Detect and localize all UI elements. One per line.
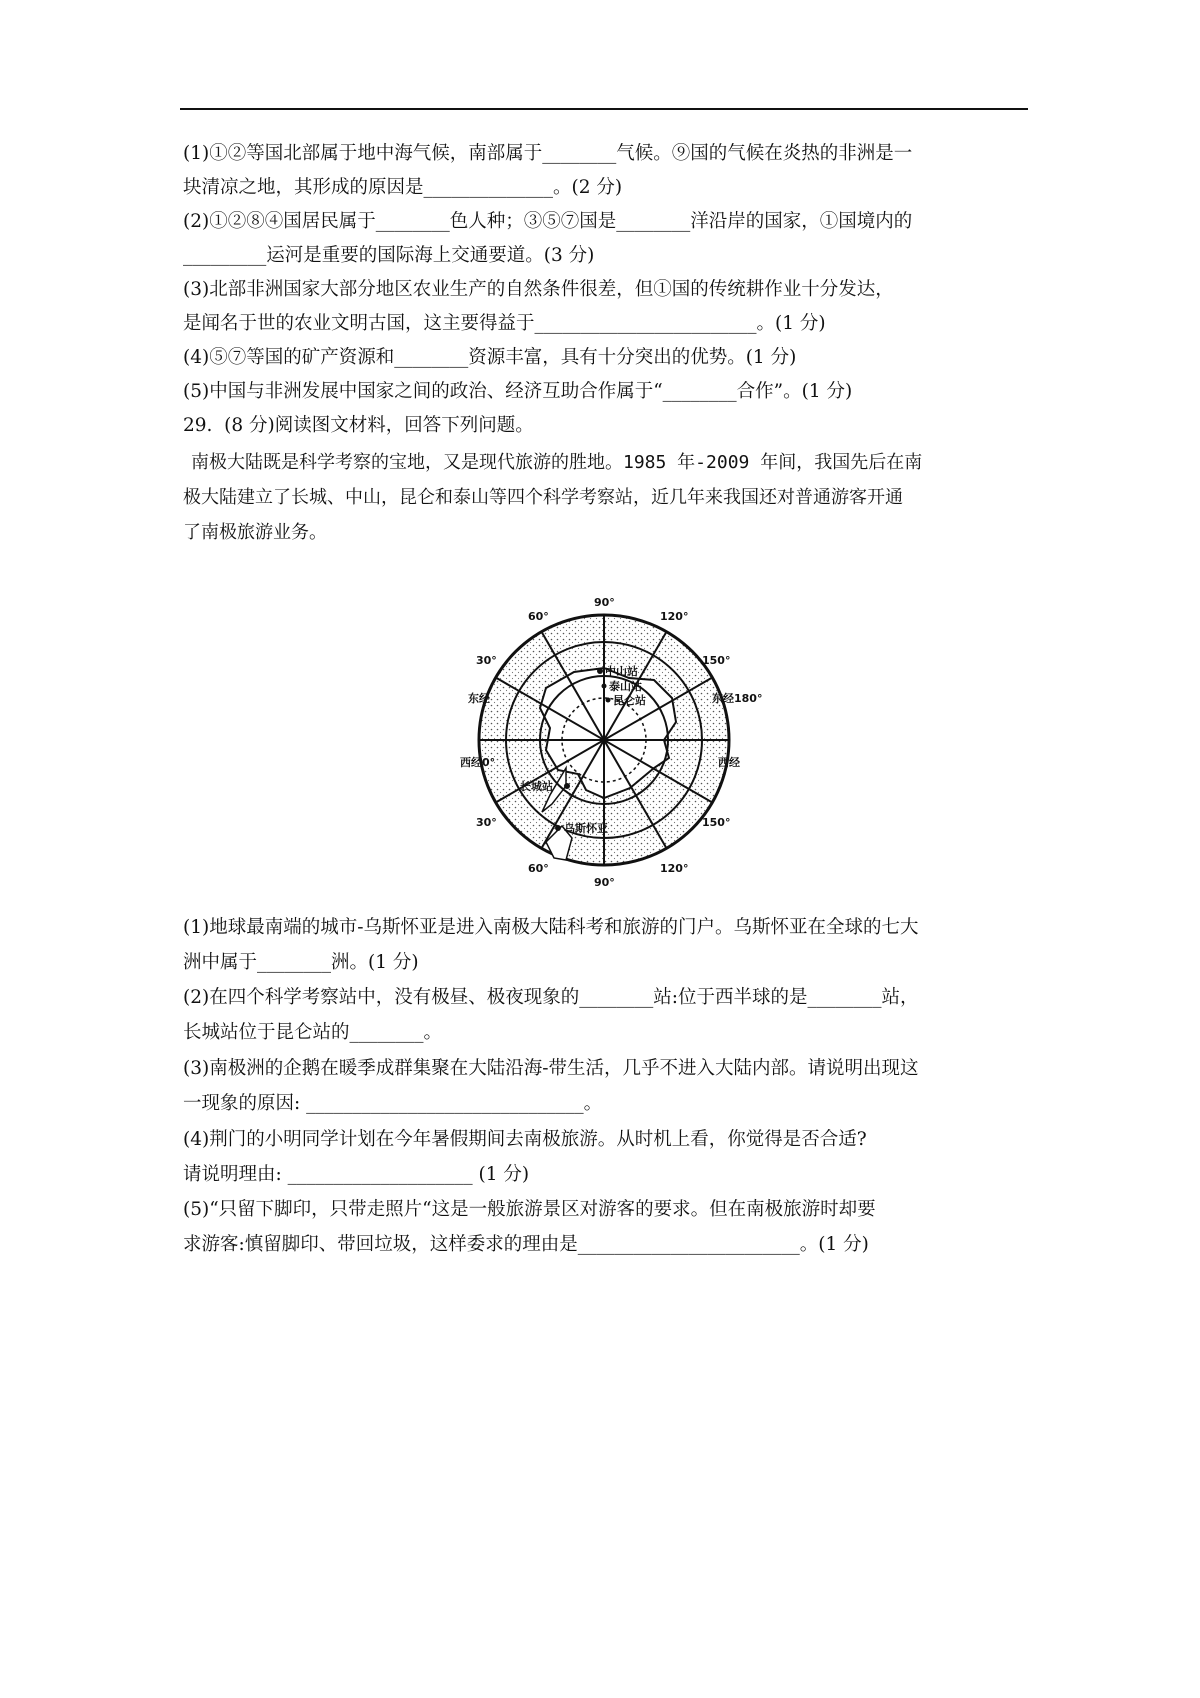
- label-zhongshan-station: 中山站: [605, 665, 638, 678]
- label-60-top-left: 60°: [528, 610, 549, 623]
- q29-paragraph-line-1: 南极大陆既是科学考察的宝地，又是现代旅游的胜地。1985 年-2009 年间，我国先后在南: [191, 452, 923, 473]
- ushuaia-dot: [555, 825, 561, 831]
- q29-sub1-line-2: 洲中属于________洲。(1 分): [183, 952, 419, 973]
- q28-line-8: (5)中国与非洲发展中国家之间的政治、经济互助合作属于“________合作”。(1 分): [183, 381, 853, 402]
- label-east-longitude-left: 东经: [468, 692, 490, 705]
- kunlun-station-dot: [606, 698, 611, 703]
- taishan-station-dot: [602, 684, 607, 689]
- q28-line-5: (3)北部非洲国家大部分地区农业生产的自然条件很差，但①国的传统耕作业十分发达，: [183, 279, 894, 300]
- q29-sub5-line-2: 求游客:慎留脚印、带回垃圾，这样委求的理由是________________________。(1 分): [183, 1234, 869, 1255]
- zhongshan-station-dot: [597, 668, 603, 674]
- q28-line-1: (1)①②等国北部属于地中海气候，南部属于________气候。⑨国的气候在炎热的非洲是一: [183, 143, 913, 164]
- q29-sub3-line-1: (3)南极洲的企鹅在暖季成群集聚在大陆沿海-带生活，几乎不进入大陆内部。请说明出现这: [183, 1058, 919, 1079]
- q28-line-7: (4)⑤⑦等国的矿产资源和________资源丰富，具有十分突出的优势。(1 分): [183, 347, 797, 368]
- q29-sub1-line-1: (1)地球最南端的城市-乌斯怀亚是进入南极大陆科考和旅游的门户。乌斯怀亚在全球的七大: [183, 917, 919, 938]
- q29-paragraph-line-2: 极大陆建立了长城、中山，昆仑和泰山等四个科学考察站，近几年来我国还对普通游客开通: [183, 487, 903, 508]
- label-90-top: 90°: [594, 596, 615, 609]
- q29-sub4-line-1: (4)荆门的小明同学计划在今年暑假期间去南极旅游。从时机上看，你觉得是否合适?: [183, 1129, 867, 1150]
- label-west-right: 西经: [718, 756, 740, 769]
- q28-line-3: (2)①②⑧④国居民属于________色人种；③⑤⑦国是________洋沿岸的国家，①国境内的: [183, 211, 913, 232]
- label-30-bottom-left: 30°: [476, 816, 497, 829]
- label-west-0: 西经0°: [460, 756, 496, 769]
- label-90-bottom: 90°: [594, 876, 615, 889]
- q28-line-2: 块清凉之地，其形成的原因是______________。(2 分): [183, 177, 623, 198]
- top-rule: [180, 108, 1028, 110]
- changcheng-station-dot: [564, 783, 570, 789]
- label-120-top-right: 120°: [660, 610, 689, 623]
- label-taishan-station: 泰山站: [609, 680, 642, 693]
- q29-header: 29. (8 分)阅读图文材料，回答下列问题。: [183, 415, 534, 436]
- label-ushuaia: 乌斯怀亚: [564, 822, 608, 835]
- q29-sub2-line-2: 长城站位于昆仑站的________。: [183, 1022, 443, 1043]
- label-150-right: 150°: [702, 654, 731, 667]
- q28-line-4: _________运河是重要的国际海上交通要道。(3 分): [183, 245, 595, 266]
- q29-sub3-line-2: 一现象的原因: ______________________________。: [183, 1093, 603, 1114]
- label-30-left: 30°: [476, 654, 497, 667]
- label-60-bottom-left: 60°: [528, 862, 549, 875]
- label-kunlun-station: 昆仑站: [613, 694, 646, 707]
- q28-line-6: 是闻名于世的农业文明古国，这主要得益于________________________。(1 分): [183, 313, 826, 334]
- label-east-180: 东经180°: [712, 692, 763, 705]
- label-changcheng-station: 长城站: [520, 780, 553, 793]
- label-120-bottom-right: 120°: [660, 862, 689, 875]
- label-150-bottom-right: 150°: [702, 816, 731, 829]
- q29-sub4-line-2: 请说明理由: ____________________ (1 分): [183, 1164, 530, 1185]
- q29-paragraph-line-3: 了南极旅游业务。: [183, 522, 327, 543]
- antarctica-polar-map: [454, 590, 763, 890]
- q29-sub5-line-1: (5)“只留下脚印，只带走照片“这是一般旅游景区对游客的要求。但在南极旅游时却要: [183, 1199, 876, 1220]
- q29-sub2-line-1: (2)在四个科学考察站中，没有极昼、极夜现象的________站:位于西半球的是________站，: [183, 987, 919, 1008]
